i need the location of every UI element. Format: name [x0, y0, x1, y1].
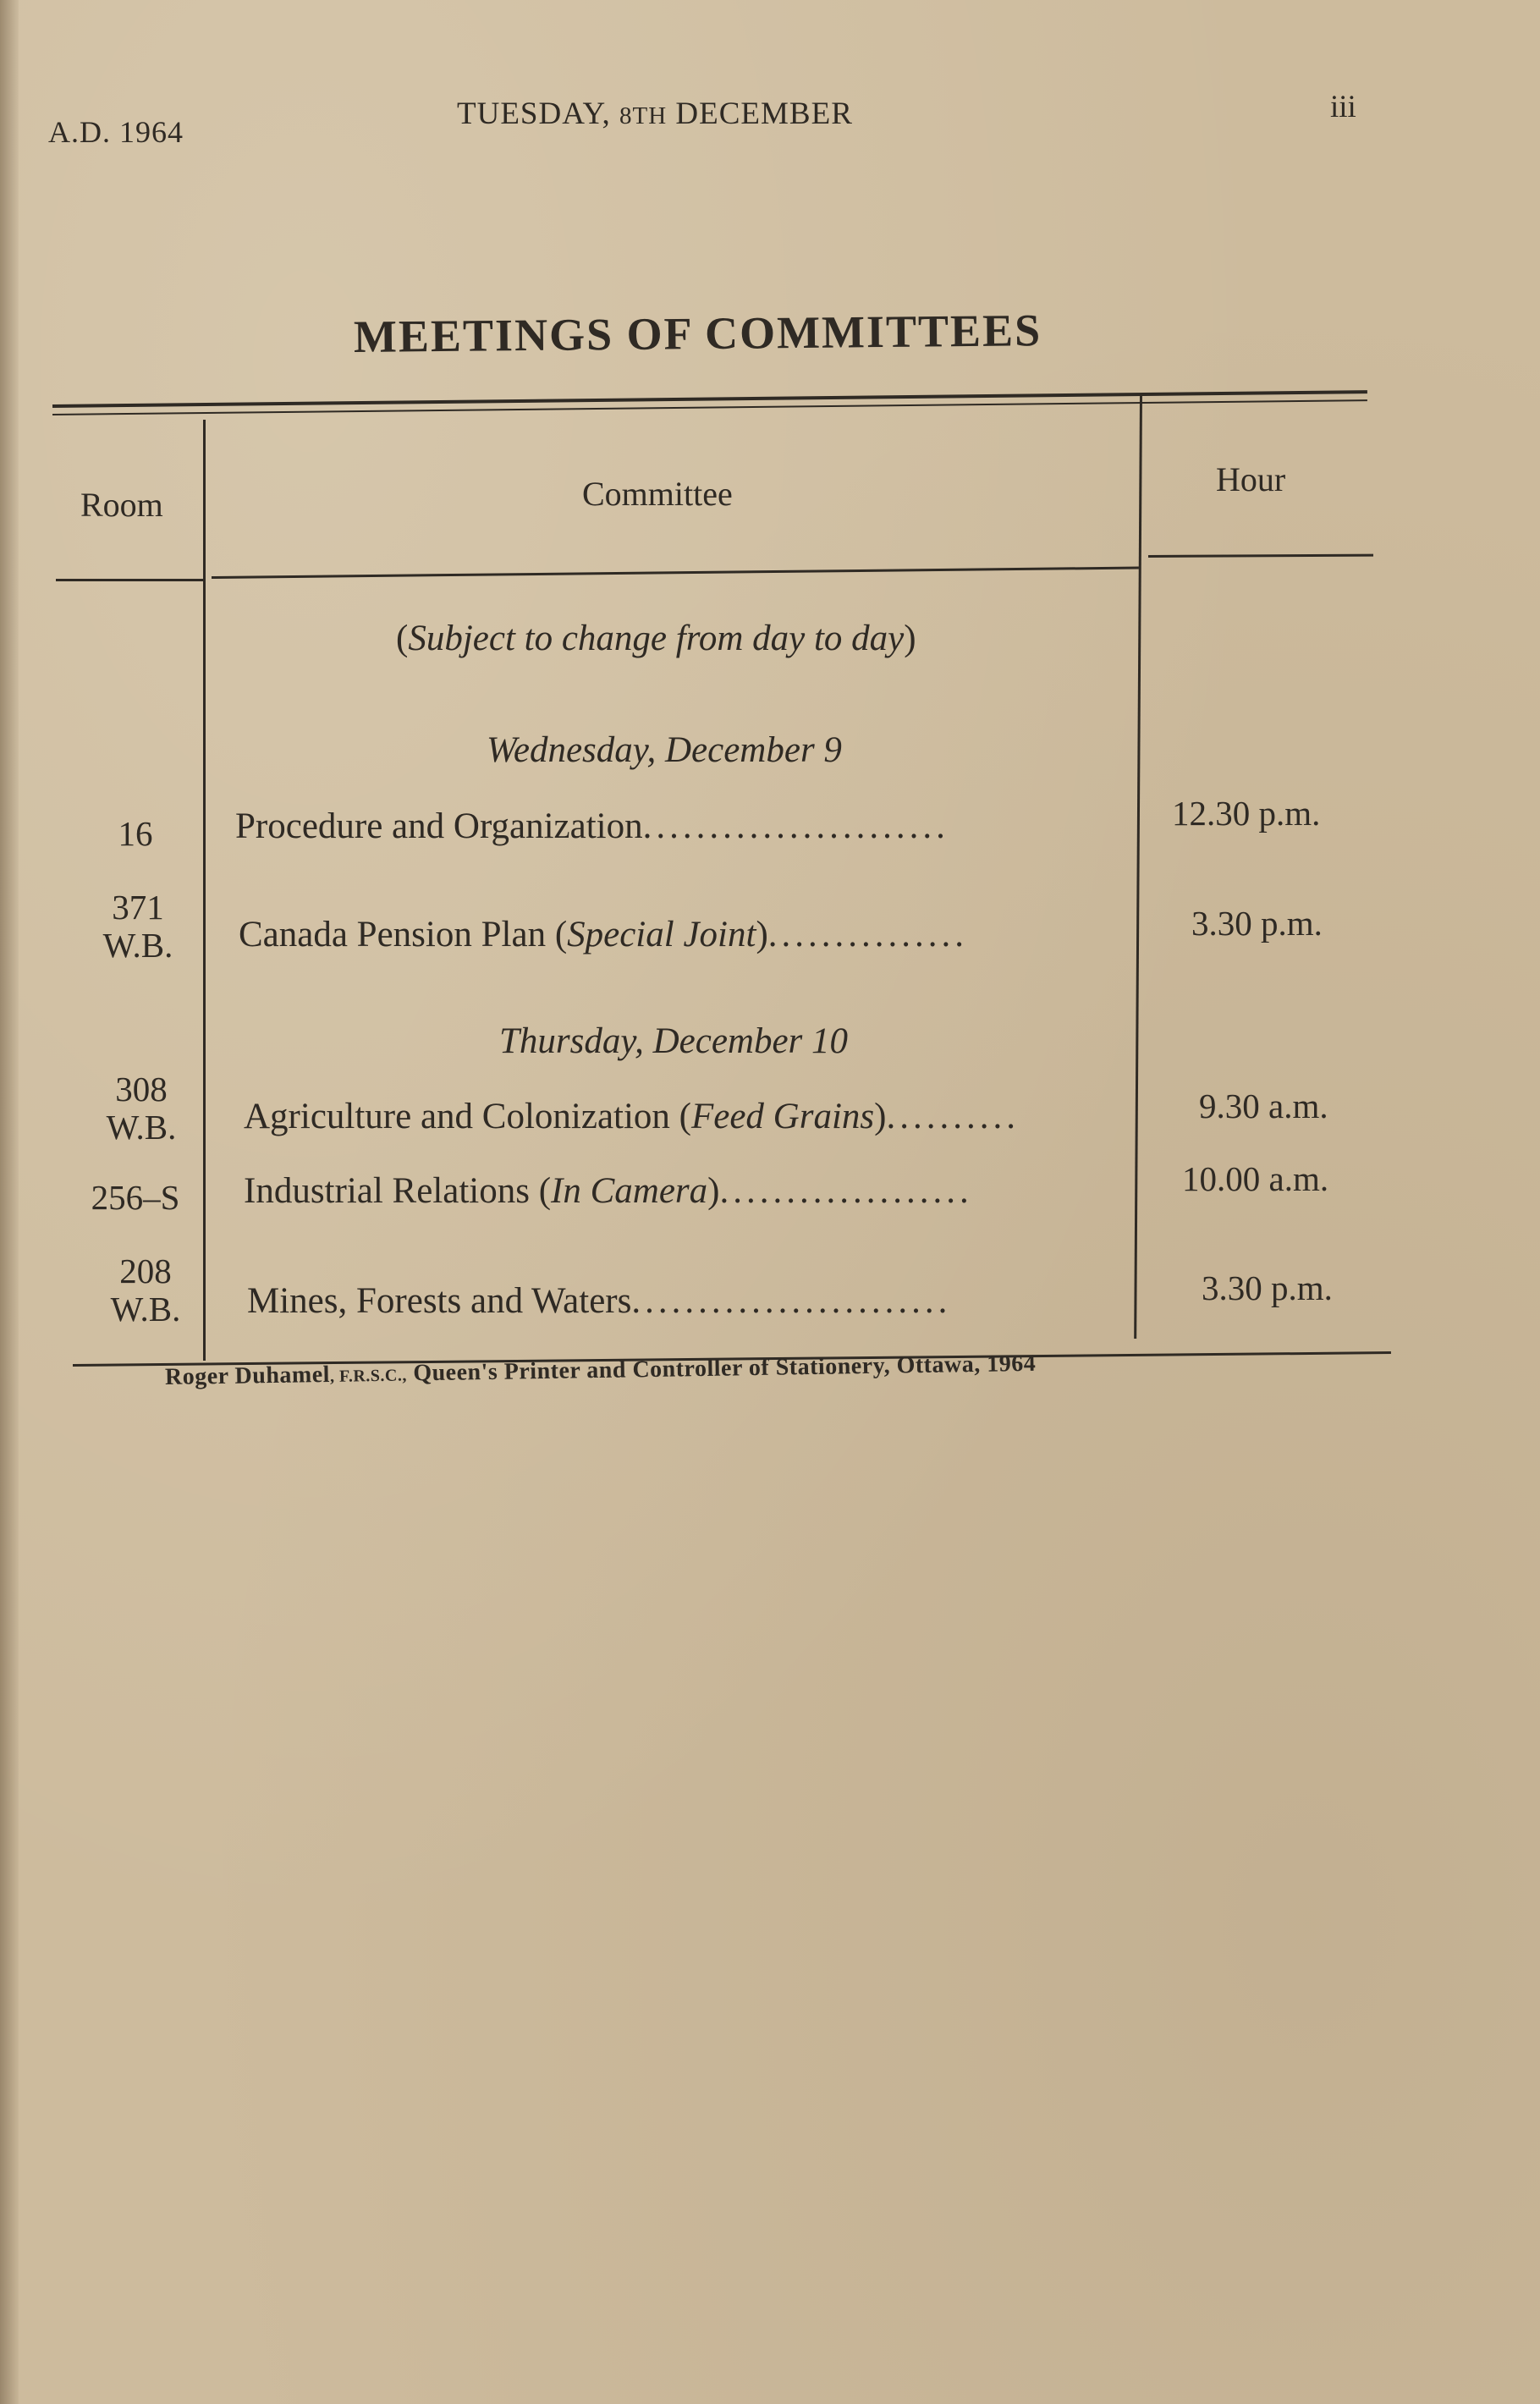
printer-name: Roger Duhamel: [164, 1361, 331, 1390]
committee-close-paren: ): [756, 915, 768, 954]
printer-credentials: , F.R.S.C.,: [329, 1366, 408, 1386]
room-cell: 308 W.B.: [106, 1070, 177, 1147]
leader-dots: ..........: [886, 1097, 1020, 1136]
committee-qualifier: Feed Grains: [691, 1097, 875, 1136]
header-day: 8TH: [619, 102, 668, 129]
committee-name: Mines, Forests and Waters: [247, 1281, 632, 1321]
leader-dots: ...................: [719, 1171, 973, 1211]
room-cell: 16: [118, 814, 153, 853]
room-cell: 256–S: [91, 1178, 180, 1217]
header-year: A.D. 1964: [48, 115, 184, 149]
committee-name: Canada Pension Plan (: [239, 915, 568, 954]
committee-name: Agriculture and Colonization (: [244, 1097, 691, 1136]
header-weekday: TUESDAY,: [457, 96, 619, 131]
note-close-paren: ): [904, 619, 916, 658]
hour-cell: 3.30 p.m.: [1191, 904, 1323, 943]
header-month: DECEMBER: [667, 96, 853, 131]
room-cell: 371 W.B.: [102, 888, 173, 965]
hour-cell: 9.30 a.m.: [1199, 1086, 1328, 1125]
printer-imprint: [165, 1351, 1037, 1391]
committee-agriculture: [244, 1096, 1020, 1137]
note-text: Subject to change from day to day: [408, 619, 905, 658]
room-cell: 208 W.B.: [110, 1252, 181, 1329]
column-divider-left: [203, 420, 206, 1361]
day-heading-wednesday: Wednesday, December 9: [487, 730, 842, 770]
committee-qualifier: Special Joint: [567, 915, 756, 954]
hour-cell: 12.30 p.m.: [1172, 794, 1321, 833]
page-edge-shadow: [0, 0, 19, 2404]
column-header-hour: Hour: [1216, 460, 1286, 498]
committee-mines-forests: [247, 1280, 951, 1322]
table-top-rule: [52, 390, 1367, 408]
page-number: iii: [1330, 90, 1356, 124]
hour-cell: 10.00 a.m.: [1182, 1159, 1329, 1198]
schedule-note: [396, 618, 916, 659]
leader-dots: .......................: [642, 806, 949, 846]
hour-cell: 3.30 p.m.: [1202, 1268, 1333, 1307]
committee-qualifier: In Camera: [551, 1171, 708, 1211]
committee-procedure: [235, 806, 949, 847]
header-date: [457, 96, 853, 132]
header-underline-committee: [212, 567, 1139, 579]
leader-dots: ........................: [631, 1281, 952, 1321]
header-underline-room: [56, 579, 205, 581]
committee-name: Industrial Relations (: [244, 1171, 552, 1211]
printer-text: Queen's Printer and Controller of Stationery, Ottawa, 1964: [406, 1350, 1037, 1387]
committee-canada-pension: [239, 914, 968, 955]
page-title: MEETINGS OF COMMITTEES: [353, 305, 1042, 362]
column-header-room: Room: [80, 486, 163, 524]
column-header-committee: Committee: [582, 475, 733, 513]
day-heading-thursday: Thursday, December 10: [499, 1021, 849, 1061]
note-open-paren: (: [396, 619, 409, 658]
committee-close-paren: ): [874, 1097, 887, 1136]
leader-dots: ...............: [767, 915, 969, 954]
header-underline-hour: [1148, 554, 1373, 558]
committee-industrial-relations: [244, 1170, 973, 1212]
committee-close-paren: ): [707, 1171, 720, 1211]
column-divider-right: [1134, 394, 1142, 1339]
committee-name: Procedure and Organization: [235, 806, 643, 846]
